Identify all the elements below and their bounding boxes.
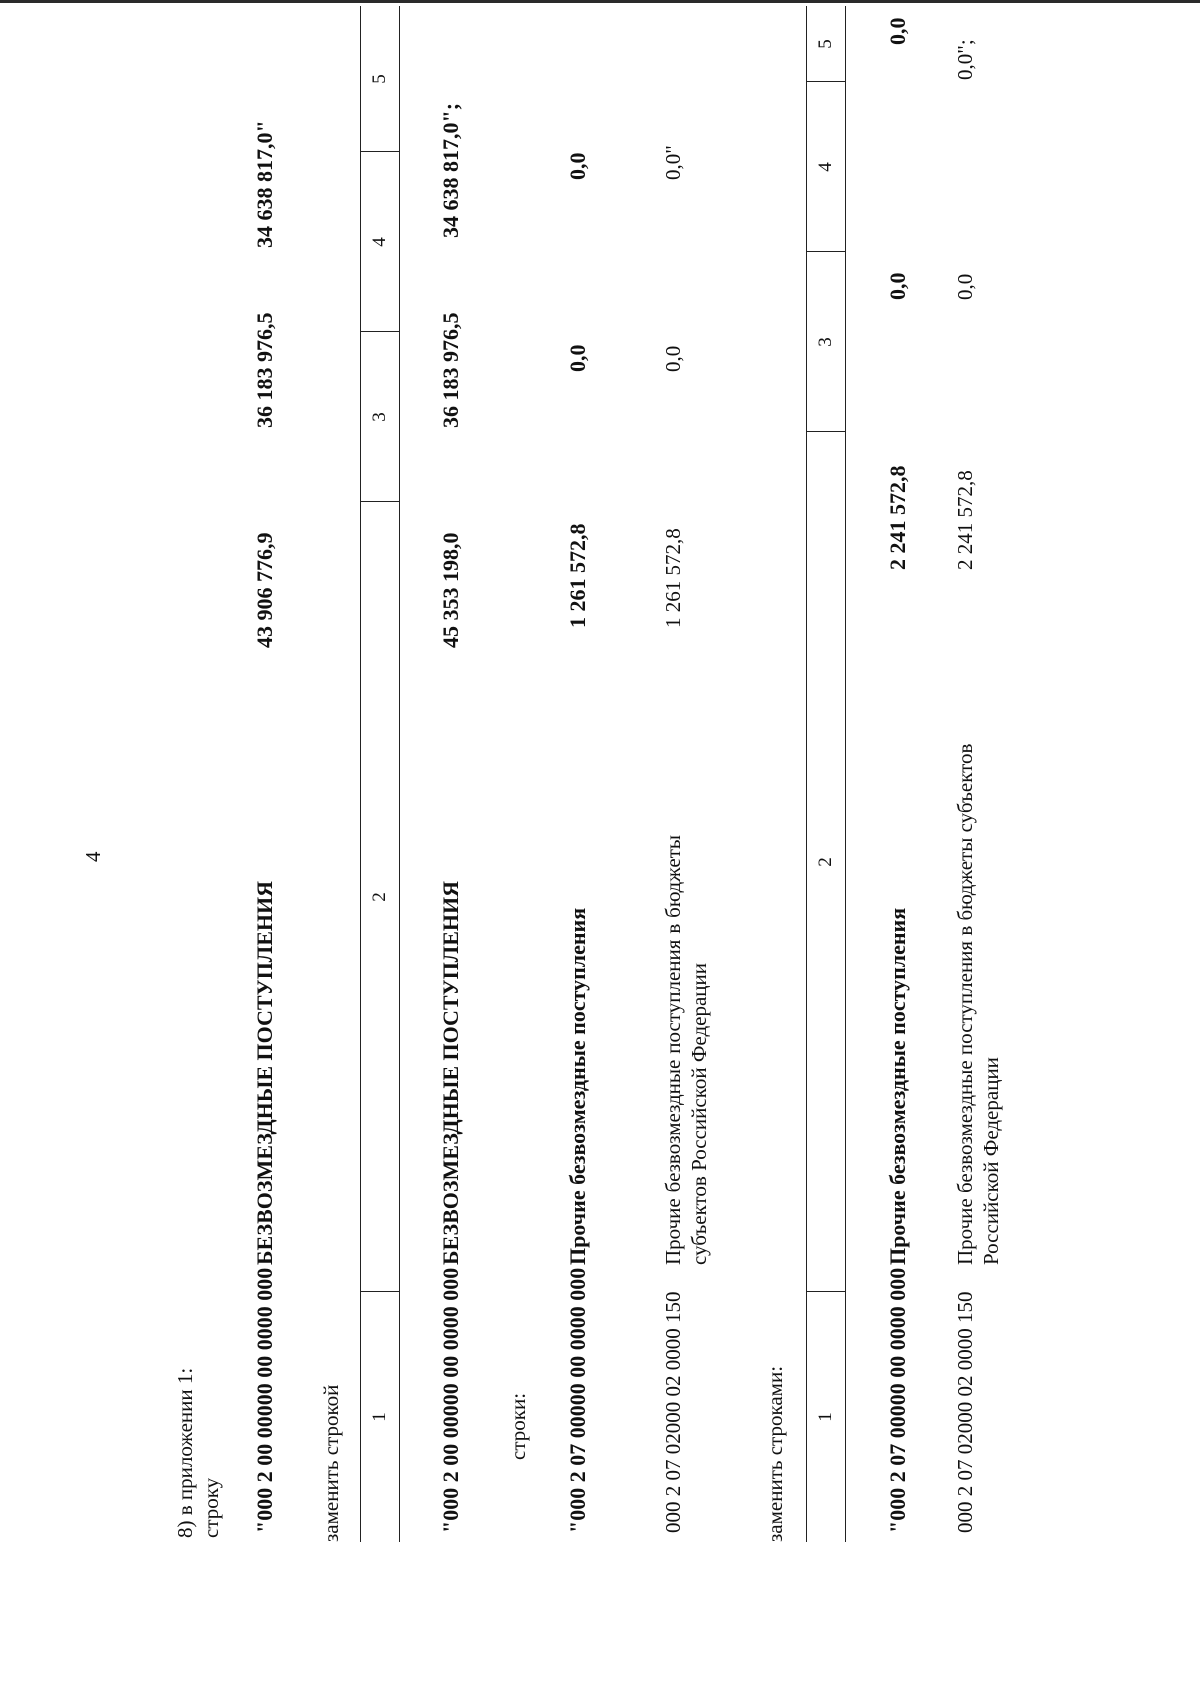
replace-with-rows-label: заменить строками: (763, 1365, 787, 1542)
row-other1-v3: 1 261 572,8 (565, 523, 590, 628)
row-new-other2-v4: 0,0 (953, 273, 977, 300)
intro-line-1: 8) в приложении 1: (173, 1367, 197, 1538)
table-header-2 (806, 6, 846, 1542)
header2-col2: 2 (815, 857, 836, 867)
row-original-v3: 43 906 776,9 (252, 532, 277, 648)
row-new-v3: 45 353 198,0 (438, 532, 463, 648)
row-new-code: "000 2 00 00000 00 0000 000 (438, 1267, 463, 1533)
row-new-other2-name: Прочие безвозмездные поступления в бюджеты субъектов Российской Федерации (953, 743, 1003, 1265)
row-new-v5: 34 638 817,0"; (438, 102, 463, 238)
row-original-code: "000 2 00 00000 00 0000 000 (252, 1267, 277, 1533)
row-other1-code: "000 2 07 00000 00 0000 000 (565, 1267, 590, 1533)
row-other1-v5: 0,0 (565, 152, 590, 180)
row-original-v4: 36 183 976,5 (252, 312, 277, 428)
header2-col3: 3 (815, 337, 836, 347)
intro-line-2: строку (199, 1477, 223, 1538)
rows-label: строки: (506, 1392, 530, 1460)
row-other2-v5: 0,0" (661, 145, 685, 180)
row-new-other2-code: 000 2 07 02000 02 0000 150 (953, 1291, 977, 1533)
row-original-v5: 34 638 817,0" (252, 120, 277, 248)
header1-col4: 4 (369, 237, 390, 247)
replace-with-row-label: заменить строкой (319, 1384, 343, 1542)
row-new-other1-code: "000 2 07 00000 00 0000 000 (885, 1267, 910, 1533)
row-other2-v4: 0,0 (661, 345, 685, 372)
row-new-other1-v3: 2 241 572,8 (885, 465, 910, 570)
row-other1-name: Прочие безвозмездные поступления (565, 907, 590, 1265)
row-new-other1-v4: 0,0 (885, 272, 910, 300)
row-other1-v4: 0,0 (565, 344, 590, 372)
row-other2-code: 000 2 07 02000 02 0000 150 (661, 1291, 685, 1533)
header1-col5: 5 (369, 74, 390, 84)
header2-col4: 4 (815, 162, 836, 172)
row-new-v4: 36 183 976,5 (438, 312, 463, 428)
header1-col1: 1 (369, 1412, 390, 1422)
header2-col5: 5 (815, 39, 836, 49)
table-header-1 (360, 6, 400, 1542)
row-new-name: БЕЗВОЗМЕЗДНЫЕ ПОСТУПЛЕНИЯ (438, 881, 463, 1265)
header1-col2: 2 (369, 892, 390, 902)
header1-col3: 3 (369, 412, 390, 422)
row-new-other2-v3: 2 241 572,8 (953, 470, 977, 570)
row-new-other2-v5: 0,0"; (953, 39, 977, 80)
header2-col1: 1 (815, 1412, 836, 1422)
row-other2-name: Прочие безвозмездные поступления в бюджеты субъектов Российской Федерации (661, 835, 711, 1265)
row-new-other1-name: Прочие безвозмездные поступления (885, 907, 910, 1265)
row-original-name: БЕЗВОЗМЕЗДНЫЕ ПОСТУПЛЕНИЯ (252, 881, 277, 1265)
row-other2-v3: 1 261 572,8 (661, 528, 685, 628)
row-new-other1-v5: 0,0 (885, 17, 910, 45)
page-number: 4 (81, 851, 105, 862)
